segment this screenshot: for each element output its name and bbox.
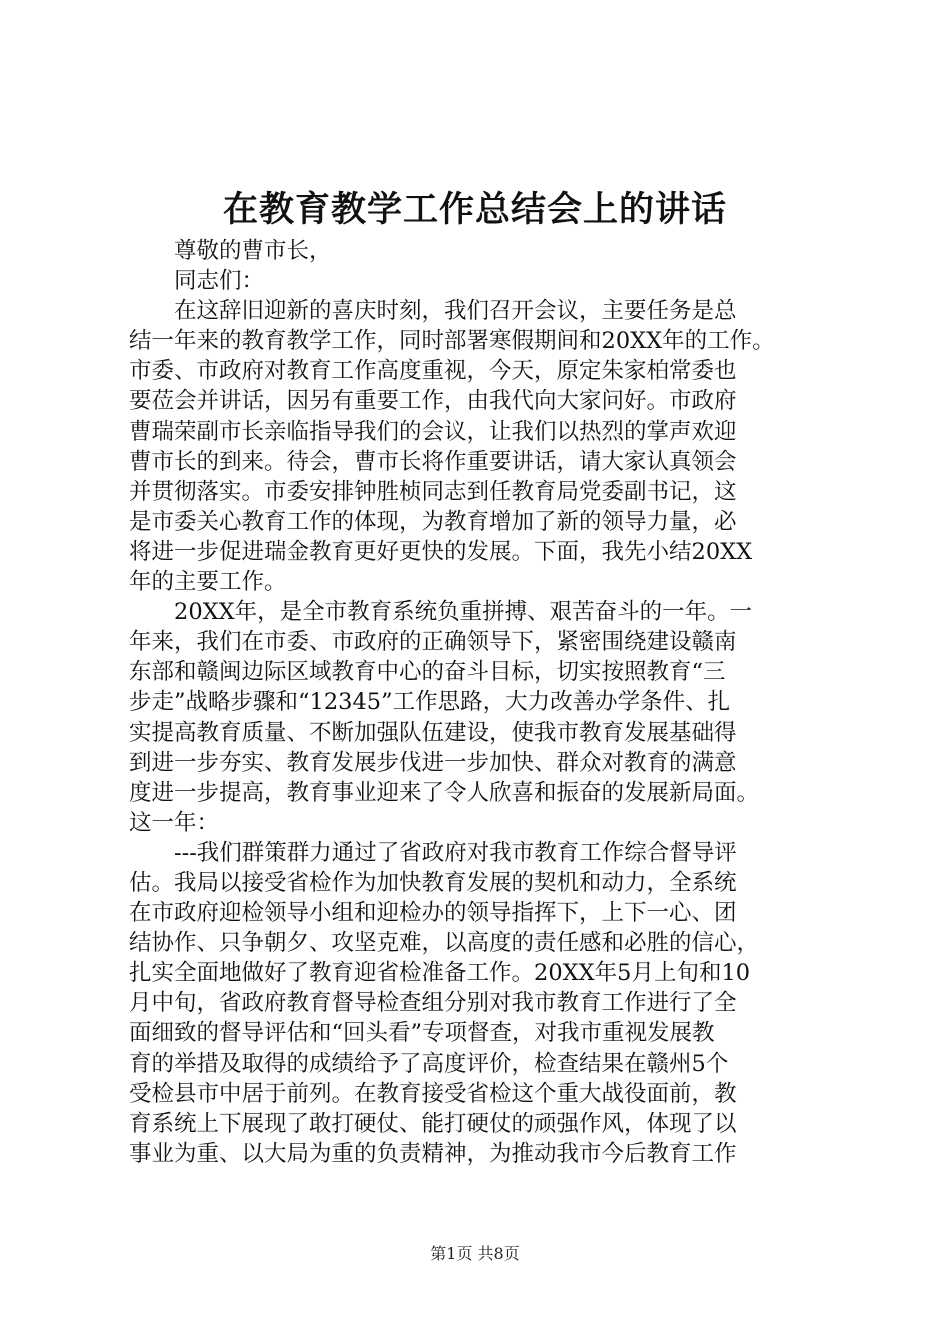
body-line: 育系统上下展现了敢打硬仗、能打硬仗的顽强作风，体现了以 [129, 1110, 737, 1137]
body-line: 年来，我们在市委、市政府的正确领导下，紧密围绕建设赣南 [129, 629, 737, 656]
body-line: 到进一步夯实、教育发展步伐进一步加快、群众对教育的满意 [129, 749, 737, 776]
body-line: 步走”战略步骤和“12345”工作思路，大力改善办学条件、扎 [129, 689, 731, 716]
body-line: 要莅会并讲话，因另有重要工作，由我代向大家问好。市政府 [129, 388, 737, 415]
body-line: 实提高教育质量、不断加强队伍建设，使我市教育发展基础得 [129, 719, 737, 746]
body-line: 扎实全面地做好了教育迎省检准备工作。20XX年5月上旬和10 [129, 960, 751, 987]
body-line: 并贯彻落实。市委安排钟胜桢同志到任教育局党委副书记，这 [129, 478, 737, 505]
document-body [129, 236, 829, 1169]
body-line: 东部和赣闽边际区域教育中心的奋斗目标，切实按照教育“三 [129, 659, 726, 686]
body-line: 20XX年，是全市教育系统负重拼搏、艰苦奋斗的一年。一 [174, 599, 753, 626]
body-line: 估。我局以接受省检作为加快教育发展的契机和动力，全系统 [129, 869, 737, 896]
body-line: 将进一步促进瑞金教育更好更快的发展。下面，我先小结20XX [129, 538, 753, 565]
body-line: 年的主要工作。 [129, 569, 287, 596]
body-line: 面细致的督导评估和“回头看”专项督查，对我市重视发展教 [129, 1020, 715, 1047]
body-line: 结协作、只争朝夕、攻坚克难，以高度的责任感和必胜的信心， [129, 930, 760, 957]
body-line: 育的举措及取得的成绩给予了高度评价，检查结果在赣州5个 [129, 1050, 729, 1077]
body-line: 同志们： [174, 268, 265, 295]
body-line: 月中旬，省政府教育督导检查组分别对我市教育工作进行了全 [129, 990, 737, 1017]
body-line: 尊敬的曹市长， [174, 238, 332, 264]
body-line: 度进一步提高，教育事业迎来了令人欣喜和振奋的发展新局面。 [129, 779, 760, 806]
body-line: 在市政府迎检领导小组和迎检办的领导指挥下，上下一心、团 [129, 900, 737, 927]
body-line: 在这辞旧迎新的喜庆时刻，我们召开会议，主要任务是总 [174, 298, 737, 325]
body-line: 这一年： [129, 809, 220, 836]
body-line: 结一年来的教育教学工作，同时部署寒假期间和20XX年的工作。 [129, 328, 775, 355]
body-line: 曹市长的到来。待会，曹市长将作重要讲话，请大家认真领会 [129, 448, 737, 475]
body-line: ---我们群策群力通过了省政府对我市教育工作综合督导评 [174, 839, 737, 866]
page-footer: 第1页 共8页 [430, 1244, 520, 1263]
body-line: 受检县市中居于前列。在教育接受省检这个重大战役面前，教 [129, 1080, 737, 1107]
document-title: 在教育教学工作总结会上的讲话 [222, 189, 727, 230]
body-line: 事业为重、以大局为重的负责精神，为推动我市今后教育工作 [129, 1140, 737, 1167]
body-line: 曹瑞荣副市长亲临指导我们的会议，让我们以热烈的掌声欢迎 [129, 418, 737, 445]
body-line: 市委、市政府对教育工作高度重视，今天，原定朱家柏常委也 [129, 358, 737, 385]
body-line: 是市委关心教育工作的体现，为教育增加了新的领导力量，必 [129, 508, 737, 535]
